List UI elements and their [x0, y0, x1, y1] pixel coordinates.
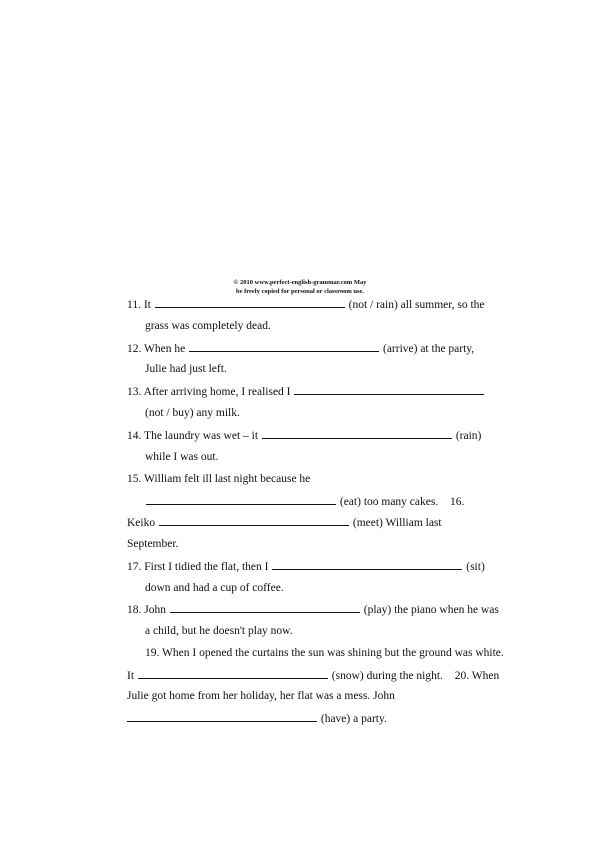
question-12-line-2: Julie had just left.: [145, 363, 227, 375]
q13-text-a: 13. After arriving home, I realised I: [127, 386, 291, 398]
q16-number: 16.: [449, 496, 465, 508]
question-19-line-1: 19. When I opened the curtains the sun was shining but the ground was white.: [145, 647, 504, 659]
question-14-line-2: while I was out.: [145, 451, 219, 463]
q13-answer-blank[interactable]: [294, 384, 484, 395]
q12-answer-blank[interactable]: [189, 341, 379, 352]
question-16-line-1: [127, 515, 442, 530]
q11-text-a: 11. It: [127, 299, 151, 311]
q11-answer-blank[interactable]: [155, 297, 345, 308]
copyright-line-1: © 2010 www.perfect-english-grammar.com May: [233, 279, 367, 286]
q16-text-a: Keiko: [127, 517, 156, 529]
q14-text-b: (rain): [455, 430, 482, 442]
q17-answer-blank[interactable]: [272, 559, 462, 570]
question-18-line-1: [127, 602, 499, 617]
q20-answer-blank[interactable]: [127, 711, 317, 722]
q17-text-a: 17. First I tidied the flat, then I: [127, 561, 269, 573]
q19-answer-blank[interactable]: [138, 668, 328, 679]
question-12-line-1: [127, 341, 474, 356]
q19-text-b: It: [127, 670, 135, 682]
q18-text-a: 18. John: [127, 604, 166, 616]
question-15-line-1: 15. William felt ill last night because he: [127, 473, 311, 485]
question-20-line-1: Julie got home from her holiday, her flat was a mess. John: [127, 690, 395, 702]
question-13-line-2: (not / buy) any milk.: [145, 407, 240, 419]
q20-number: 20. When: [454, 670, 500, 682]
question-19-line-2: [127, 668, 499, 683]
copyright-notice: [180, 278, 420, 296]
q17-text-b: (sit): [466, 561, 485, 573]
question-16-line-2: September.: [127, 538, 179, 550]
q15-answer-blank[interactable]: [146, 494, 336, 505]
q16-answer-blank[interactable]: [159, 515, 349, 526]
q20-text-b: (have) a party.: [320, 713, 387, 725]
q18-answer-blank[interactable]: [170, 602, 360, 613]
q15-text-b: (eat) too many cakes.: [339, 496, 439, 508]
question-11-line-1: [127, 297, 485, 312]
q12-text-b: (arrive) at the party,: [382, 343, 475, 355]
q12-text-a: 12. When he: [127, 343, 186, 355]
copyright-line-2: be freely copied for personal or classroom use.: [235, 288, 365, 295]
question-20-line-2: [127, 711, 387, 726]
q14-answer-blank[interactable]: [262, 428, 452, 439]
question-13-line-1: [127, 384, 485, 399]
question-14-line-1: [127, 428, 481, 443]
q11-text-b: (not / rain) all summer, so the: [348, 299, 485, 311]
question-11-line-2: grass was completely dead.: [145, 320, 271, 332]
question-18-line-2: a child, but he doesn't play now.: [145, 625, 293, 637]
q19-text-c: (snow) during the night.: [331, 670, 443, 682]
question-17-line-2: down and had a cup of coffee.: [145, 582, 284, 594]
question-15-line-2: [145, 494, 464, 509]
question-17-line-1: [127, 559, 485, 574]
q18-text-b: (play) the piano when he was: [363, 604, 499, 616]
q14-text-a: 14. The laundry was wet – it: [127, 430, 259, 442]
q16-text-b: (meet) William last: [352, 517, 442, 529]
